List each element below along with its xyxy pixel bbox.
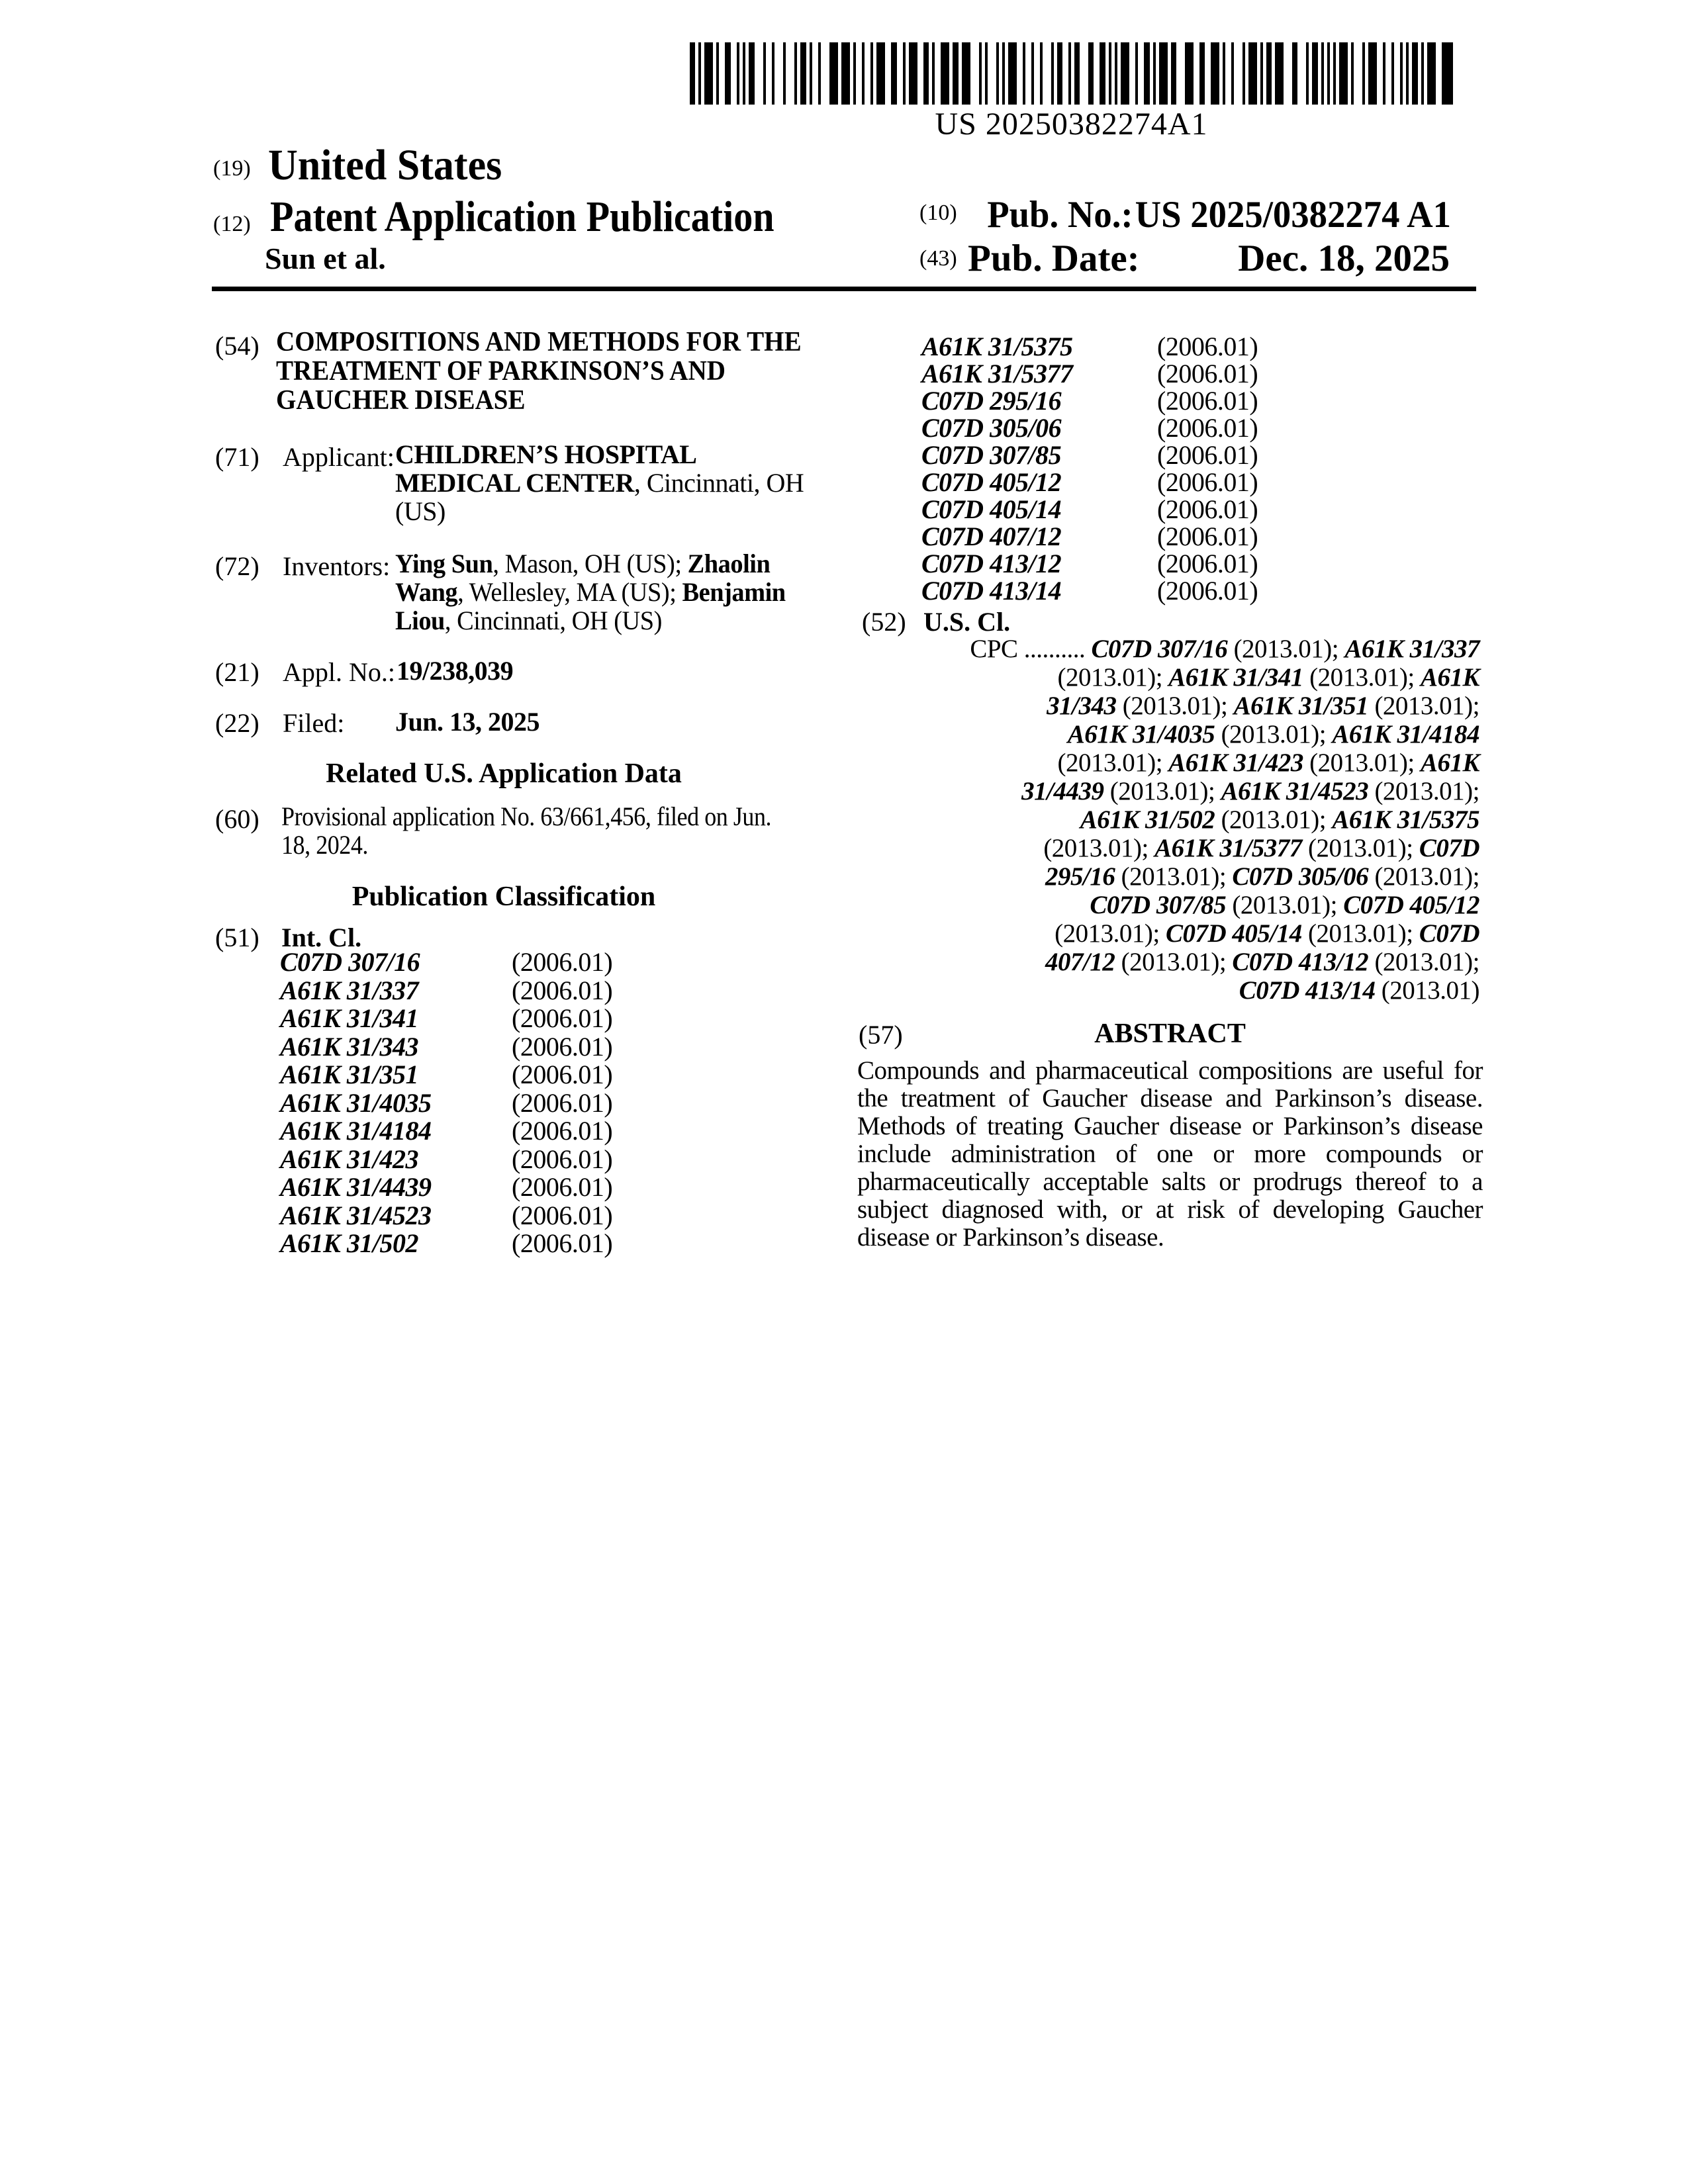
intcl-entry [921,469,1258,496]
intcl-version: (2006.01) [1157,386,1258,416]
field-tag-51: (51) [215,923,259,952]
intcl-entry [280,977,612,1005]
int-cl-label: Int. Cl. [281,923,362,952]
intcl-entry [921,496,1258,523]
intcl-code: C07D 413/12 [921,549,1062,578]
field-tag-43: (43) [919,246,957,271]
intcl-code: C07D 405/12 [921,467,1062,497]
intcl-version: (2006.01) [1157,440,1258,470]
field-tag-10: (10) [919,201,957,225]
intcl-version: (2006.01) [512,1003,613,1033]
intcl-code: C07D 413/14 [921,576,1062,606]
invention-title: COMPOSITIONS AND METHODS FOR THE TREATMENT OF PARKINSON’S AND GAUCHER DISEASE [276,327,802,416]
intcl-entry [921,441,1258,469]
field-tag-22: (22) [215,708,259,738]
intcl-version: (2006.01) [512,1031,613,1062]
filed-label: Filed: [283,708,345,738]
intcl-entry [280,1033,612,1062]
us-cl-label: U.S. Cl. [923,607,1011,637]
appl-no-value: 19/238,039 [397,656,514,686]
intcl-version: (2006.01) [512,1144,613,1174]
intcl-entry [280,1146,612,1174]
abstract-heading: ABSTRACT [1094,1019,1246,1049]
field-tag-19: (19) [213,156,251,181]
intcl-version: (2006.01) [1157,549,1258,578]
intcl-entry [280,1230,612,1258]
intcl-version: (2006.01) [1157,467,1258,497]
intcl-version: (2006.01) [512,1228,613,1258]
intcl-version: (2006.01) [1157,576,1258,606]
party-name: Sun et al. [265,242,386,275]
intcl-code: C07D 295/16 [921,386,1062,416]
intcl-code: A61K 31/4184 [280,1116,432,1146]
intcl-entry [280,1117,612,1146]
intcl-entry [921,387,1258,414]
intcl-list-left [280,948,612,1258]
intcl-version: (2006.01) [512,1172,613,1202]
intcl-entry [921,360,1258,387]
intcl-entry [921,577,1258,604]
intcl-version: (2006.01) [1157,359,1258,388]
intcl-code: C07D 305/06 [921,413,1062,443]
field-tag-12: (12) [213,212,251,236]
intcl-version: (2006.01) [512,1200,613,1230]
intcl-code: A61K 31/4523 [280,1200,432,1230]
publication-kind: Patent Application Publication [270,193,774,241]
intcl-version: (2006.01) [1157,413,1258,443]
barcode-bars [690,42,1453,105]
filed-value: Jun. 13, 2025 [395,707,539,737]
intcl-entry [921,414,1258,441]
applicant-label: Applicant: [283,442,395,472]
cpc-text: CPC .......... C07D 307/16 (2013.01); A61K 31/337 (2013.01); A61K 31/341 (2013.01); A61K 31/343 (2013.01); A61K 31/351 (2013.01); A61K 31/4035 (2013.01); A61K 31/4184 (2013.01); A61K 31/423 (2013.01); A61K 31/4439 (2013.01); A61K 31/4523 (2013.01); A61K 31/502 (2013.01); A61K 31/5375 (2013.01); A61K 31/5377 (2013.01); C07D 295/16 (2013.01); C07D 305/06 (2013.01); C07D 307/85 (2013.01); C07D 405/12 (2013.01); C07D 405/14 (2013.01); C07D 407/12 (2013.01); C07D 413/12 (2013.01); C07D 413/14 (2013.01) [970,635,1479,1005]
intcl-version: (2006.01) [1157,332,1258,361]
related-data-heading: Related U.S. Application Data [326,758,682,789]
intcl-code: A61K 31/343 [280,1031,418,1062]
intcl-entry [280,1089,612,1118]
field-tag-71: (71) [215,442,259,472]
inventors-value: Ying Sun, Mason, OH (US); Zhaolin Wang, Wellesley, MA (US); Benjamin Liou, Cincinnati, OH (US) [395,549,786,635]
pub-date-label: Pub. Date: [968,238,1140,279]
publication-date-line [968,237,1450,280]
intcl-code: C07D 307/85 [921,440,1062,470]
header-rule [212,287,1476,291]
abstract-text: Compounds and pharmaceutical compositions are useful for the treatment of Gaucher disease and Parkinson’s disease. Methods of treating Gaucher disease or Parkinson’s disease include administration of one or more compounds or pharmaceutically acceptable salts or prodrugs thereof to a subject diagnosed with, or at risk of developing Gaucher disease or Parkinson’s disease. [857,1056,1483,1251]
pub-no-label: Pub. No.: [987,194,1133,236]
intcl-code: C07D 307/16 [280,947,420,977]
intcl-code: A61K 31/351 [280,1060,418,1089]
intcl-list-right [921,333,1258,604]
publication-classification-heading: Publication Classification [352,882,656,912]
intcl-version: (2006.01) [512,1116,613,1146]
intcl-entry [921,523,1258,550]
intcl-entry [280,1005,612,1033]
intcl-code: A61K 31/4439 [280,1172,432,1202]
intcl-version: (2006.01) [512,1060,613,1089]
barcode [690,42,1453,142]
intcl-entry [280,1202,612,1230]
field-tag-60: (60) [215,804,259,834]
intcl-code: C07D 405/14 [921,494,1062,524]
pub-date-value: Dec. 18, 2025 [1238,238,1450,279]
intcl-entry [280,1061,612,1089]
intcl-version: (2006.01) [512,975,613,1005]
intcl-entry [921,550,1258,577]
intcl-version: (2006.01) [512,1087,613,1118]
field-tag-21: (21) [215,657,259,687]
provisional-text: Provisional application No. 63/661,456, filed on Jun. 18, 2024. [281,801,772,860]
intcl-entry [921,333,1258,360]
intcl-code: A61K 31/337 [280,975,418,1005]
intcl-entry [280,1173,612,1202]
intcl-code: A61K 31/5375 [921,332,1073,361]
pub-no-value: US 2025/0382274 A1 [1135,194,1451,236]
field-tag-52: (52) [862,607,906,637]
intcl-entry [280,948,612,977]
publication-number-line [987,193,1451,236]
field-tag-72: (72) [215,551,259,581]
intcl-code: A61K 31/502 [280,1228,418,1258]
intcl-code: C07D 407/12 [921,522,1062,551]
inventors-label: Inventors: [283,551,391,581]
field-tag-54: (54) [215,331,259,361]
appl-no-label: Appl. No.: [283,657,395,687]
field-tag-57: (57) [859,1020,903,1050]
intcl-code: A61K 31/5377 [921,359,1073,388]
intcl-version: (2006.01) [1157,494,1258,524]
intcl-code: A61K 31/423 [280,1144,418,1174]
intcl-version: (2006.01) [1157,522,1258,551]
intcl-code: A61K 31/4035 [280,1087,432,1118]
barcode-text: US 20250382274A1 [935,107,1208,142]
applicant-value: CHILDREN’S HOSPITAL MEDICAL CENTER, Cincinnati, OH (US) [395,439,804,526]
intcl-code: A61K 31/341 [280,1003,418,1033]
intcl-version: (2006.01) [512,947,613,977]
country-name: United States [268,141,502,189]
